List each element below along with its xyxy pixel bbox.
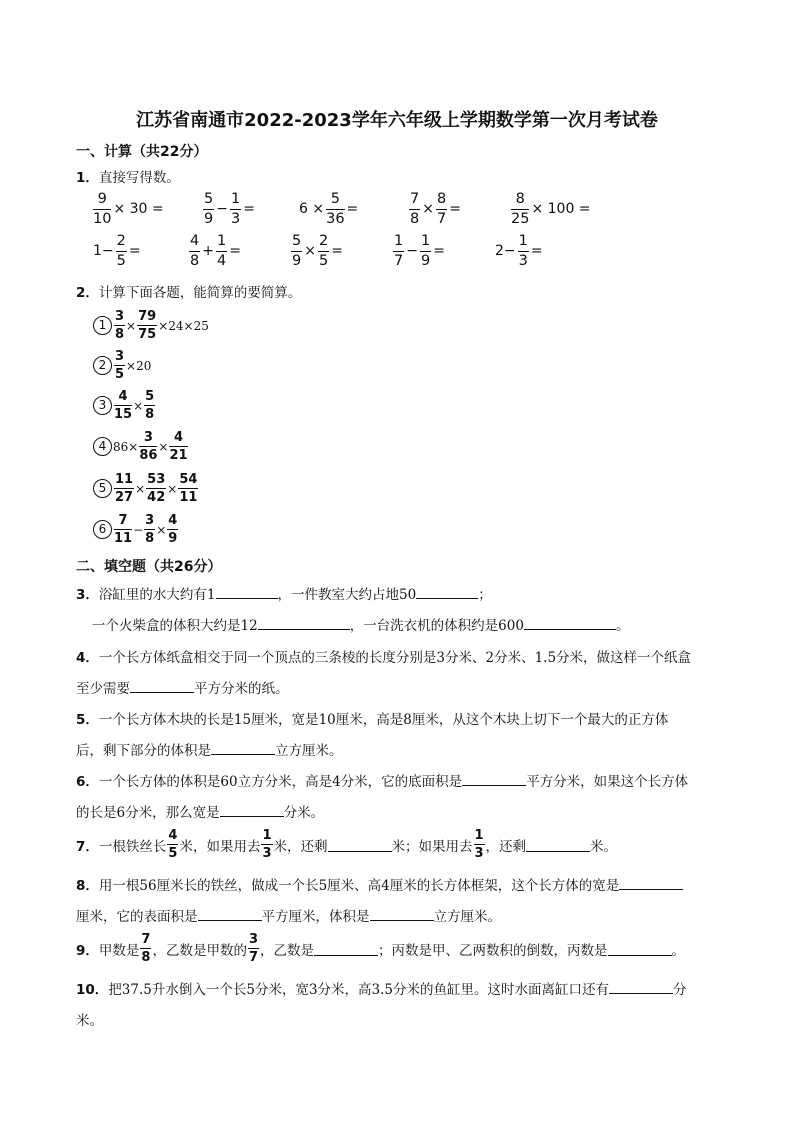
fraction: $\frac{3}{86}$ bbox=[139, 430, 158, 463]
answer-blank[interactable] bbox=[526, 837, 590, 852]
fraction: $\frac{53}{42}$ bbox=[147, 472, 166, 505]
answer-blank[interactable] bbox=[619, 875, 683, 890]
answer-blank[interactable] bbox=[608, 941, 672, 956]
calc-item-h: $\frac{5}{9}$ × $\frac{2}{5}$ = bbox=[292, 233, 343, 269]
question-7: 7． 一根铁丝长 $\frac{4}{5}$ 米，如果用去 $\frac{1}{3}$ 米，还剩 米；如果用去 $\frac{1}{3}$ ，还剩 米。 bbox=[76, 828, 618, 861]
fraction: $\frac{4}{21}$ bbox=[169, 430, 188, 463]
answer-blank[interactable] bbox=[130, 678, 194, 693]
question-2 bbox=[76, 281, 301, 301]
section-heading-fill: 二、填空题（共26分） bbox=[76, 559, 222, 575]
fraction: $\frac{2}{5}$ bbox=[318, 233, 329, 269]
fraction: $\frac{4}{8}$ bbox=[190, 233, 200, 269]
question-10-line-2: 米。 bbox=[76, 1013, 103, 1029]
fraction: $\frac{7}{8}$ bbox=[410, 191, 420, 227]
fraction: $\frac{11}{27}$ bbox=[115, 472, 134, 505]
circled-number: 2 bbox=[93, 356, 112, 375]
fraction: $\frac{5}{9}$ bbox=[292, 233, 302, 269]
fraction: $\frac{4}{5}$ bbox=[168, 828, 178, 861]
fraction: $\frac{3}{5}$ bbox=[115, 349, 125, 382]
fraction: $\frac{7}{11}$ bbox=[114, 513, 133, 546]
question-text: 计算下面各题，能简算的要简算。 bbox=[98, 285, 302, 301]
question-number: 1． bbox=[76, 170, 99, 186]
sub-item-6: 6 $\frac{7}{11}$ − $\frac{3}{8}$ × $\frac{4}{9}$ bbox=[93, 514, 179, 545]
sub-item-2: 2 $\frac{3}{5}$ ×20 bbox=[93, 350, 151, 381]
fraction: $\frac{5}{36}$ bbox=[326, 191, 345, 227]
question-10: 10．把37.5升水倒入一个长5分米，宽3分米，高3.5分米的鱼缸里。这时水面离缸口还有 分 bbox=[76, 978, 687, 998]
question-6: 6．一个长方体的体积是60立方分米，高是4分米，它的底面积是 平方分米，如果这个长方体 bbox=[76, 770, 688, 790]
question-6-line-2: 的长是6分米，那么宽是 分米。 bbox=[76, 801, 324, 821]
question-9: 9． 甲数是 $\frac{7}{8}$ ，乙数是甲数的 $\frac{3}{7}$ ，乙数是 ；丙数是甲、乙两数积的倒数，丙数是 。 bbox=[76, 932, 685, 965]
question-4-line-2: 至少需要 平方分米的纸。 bbox=[76, 677, 289, 697]
calc-item-i: $\frac{1}{7}$ − $\frac{1}{9}$ = bbox=[394, 233, 445, 269]
calc-item-f: 1− $\frac{2}{5}$ = bbox=[93, 233, 141, 269]
fraction: $\frac{3}{8}$ bbox=[115, 309, 125, 342]
fraction: $\frac{7}{8}$ bbox=[141, 932, 151, 965]
circled-number: 6 bbox=[93, 520, 112, 539]
answer-blank[interactable] bbox=[524, 615, 616, 630]
answer-blank[interactable] bbox=[198, 906, 262, 921]
answer-blank[interactable] bbox=[258, 615, 350, 630]
fraction: $\frac{4}{9}$ bbox=[168, 513, 178, 546]
answer-blank[interactable] bbox=[328, 837, 392, 852]
circled-number: 4 bbox=[93, 437, 112, 456]
question-4: 4．一个长方体纸盒相交于同一个顶点的三条棱的长度分别是3分米、2分米、1.5分米，做这样一个纸盒 bbox=[76, 650, 692, 666]
fraction: $\frac{54}{11}$ bbox=[179, 472, 198, 505]
fraction: $\frac{1}{4}$ bbox=[216, 233, 227, 269]
question-1 bbox=[76, 166, 180, 186]
question-text: 直接写得数。 bbox=[98, 170, 180, 186]
fraction: $\frac{1}{3}$ bbox=[230, 191, 241, 227]
section-heading-calc: 一、计算（共22分） bbox=[76, 144, 208, 160]
fraction: $\frac{5}{9}$ bbox=[204, 191, 214, 227]
sub-item-4: 4 86× $\frac{3}{86}$ × $\frac{4}{21}$ bbox=[93, 431, 189, 462]
fraction: $\frac{1}{3}$ bbox=[262, 828, 272, 861]
sub-item-1: 1 $\frac{3}{8}$ × $\frac{79}{75}$ ×24×25 bbox=[93, 310, 209, 341]
question-5-line-2: 后，剩下部分的体积是 立方厘米。 bbox=[76, 739, 343, 759]
circled-number: 5 bbox=[93, 479, 112, 498]
question-8: 8．用一根56厘米长的铁丝，做成一个长5厘米、高4厘米的长方体框架，这个长方体的宽是 bbox=[76, 874, 683, 894]
fraction: $\frac{1}{3}$ bbox=[518, 233, 528, 269]
calc-item-a: $\frac{9}{10}$ × 30 = bbox=[93, 191, 164, 227]
answer-blank[interactable] bbox=[370, 906, 434, 921]
sub-item-3: 3 $\frac{4}{15}$ × $\frac{5}{8}$ bbox=[93, 390, 156, 421]
calc-item-e: $\frac{8}{25}$ × 100 = bbox=[511, 191, 591, 227]
fraction: $\frac{1}{7}$ bbox=[394, 233, 404, 269]
answer-blank[interactable] bbox=[220, 802, 284, 817]
fraction: $\frac{1}{9}$ bbox=[420, 233, 431, 269]
circled-number: 1 bbox=[93, 316, 112, 335]
fraction: $\frac{3}{8}$ bbox=[145, 513, 155, 546]
question-3-line-2: 一个火柴盒的体积大约是12 ，一台洗衣机的体积约是600 。 bbox=[92, 614, 629, 634]
question-number: 2． bbox=[76, 285, 99, 301]
fraction: $\frac{4}{15}$ bbox=[114, 389, 133, 422]
answer-blank[interactable] bbox=[416, 584, 478, 599]
page-title: 江苏省南通市2022-2023学年六年级上学期数学第一次月考试卷 bbox=[136, 110, 658, 131]
fraction: $\frac{8}{25}$ bbox=[511, 191, 530, 227]
fraction: $\frac{1}{3}$ bbox=[474, 828, 484, 861]
calc-item-c: 6 × $\frac{5}{36}$ = bbox=[299, 191, 359, 227]
fraction: $\frac{3}{7}$ bbox=[248, 932, 258, 965]
calc-item-g: $\frac{4}{8}$ + $\frac{1}{4}$ = bbox=[190, 233, 241, 269]
question-8-line-2: 厘米，它的表面积是 平方厘米，体积是 立方厘米。 bbox=[76, 905, 501, 925]
fraction: $\frac{2}{5}$ bbox=[116, 233, 126, 269]
fraction: $\frac{9}{10}$ bbox=[93, 191, 112, 227]
calc-item-j: 2− $\frac{1}{3}$ = bbox=[495, 233, 543, 269]
sub-item-5: 5 $\frac{11}{27}$ × $\frac{53}{42}$ × $\frac{54}{11}$ bbox=[93, 473, 199, 504]
circled-number: 3 bbox=[93, 396, 112, 415]
calc-item-b: $\frac{5}{9}$ − $\frac{1}{3}$ = bbox=[204, 191, 255, 227]
fraction: $\frac{8}{7}$ bbox=[436, 191, 447, 227]
answer-blank[interactable] bbox=[211, 740, 275, 755]
answer-blank[interactable] bbox=[314, 941, 378, 956]
calc-item-d: $\frac{7}{8}$ × $\frac{8}{7}$ = bbox=[410, 191, 461, 227]
answer-blank[interactable] bbox=[609, 979, 673, 994]
fraction: $\frac{79}{75}$ bbox=[138, 309, 157, 342]
question-5: 5．一个长方体木块的长是15厘米，宽是10厘米，高是8厘米，从这个木块上切下一个最大的正方体 bbox=[76, 712, 669, 728]
answer-blank[interactable] bbox=[462, 771, 526, 786]
answer-blank[interactable] bbox=[216, 584, 278, 599]
fraction: $\frac{5}{8}$ bbox=[145, 389, 155, 422]
question-3: 3．浴缸里的水大约有1 ，一件教室大约占地50 ； bbox=[76, 583, 492, 603]
